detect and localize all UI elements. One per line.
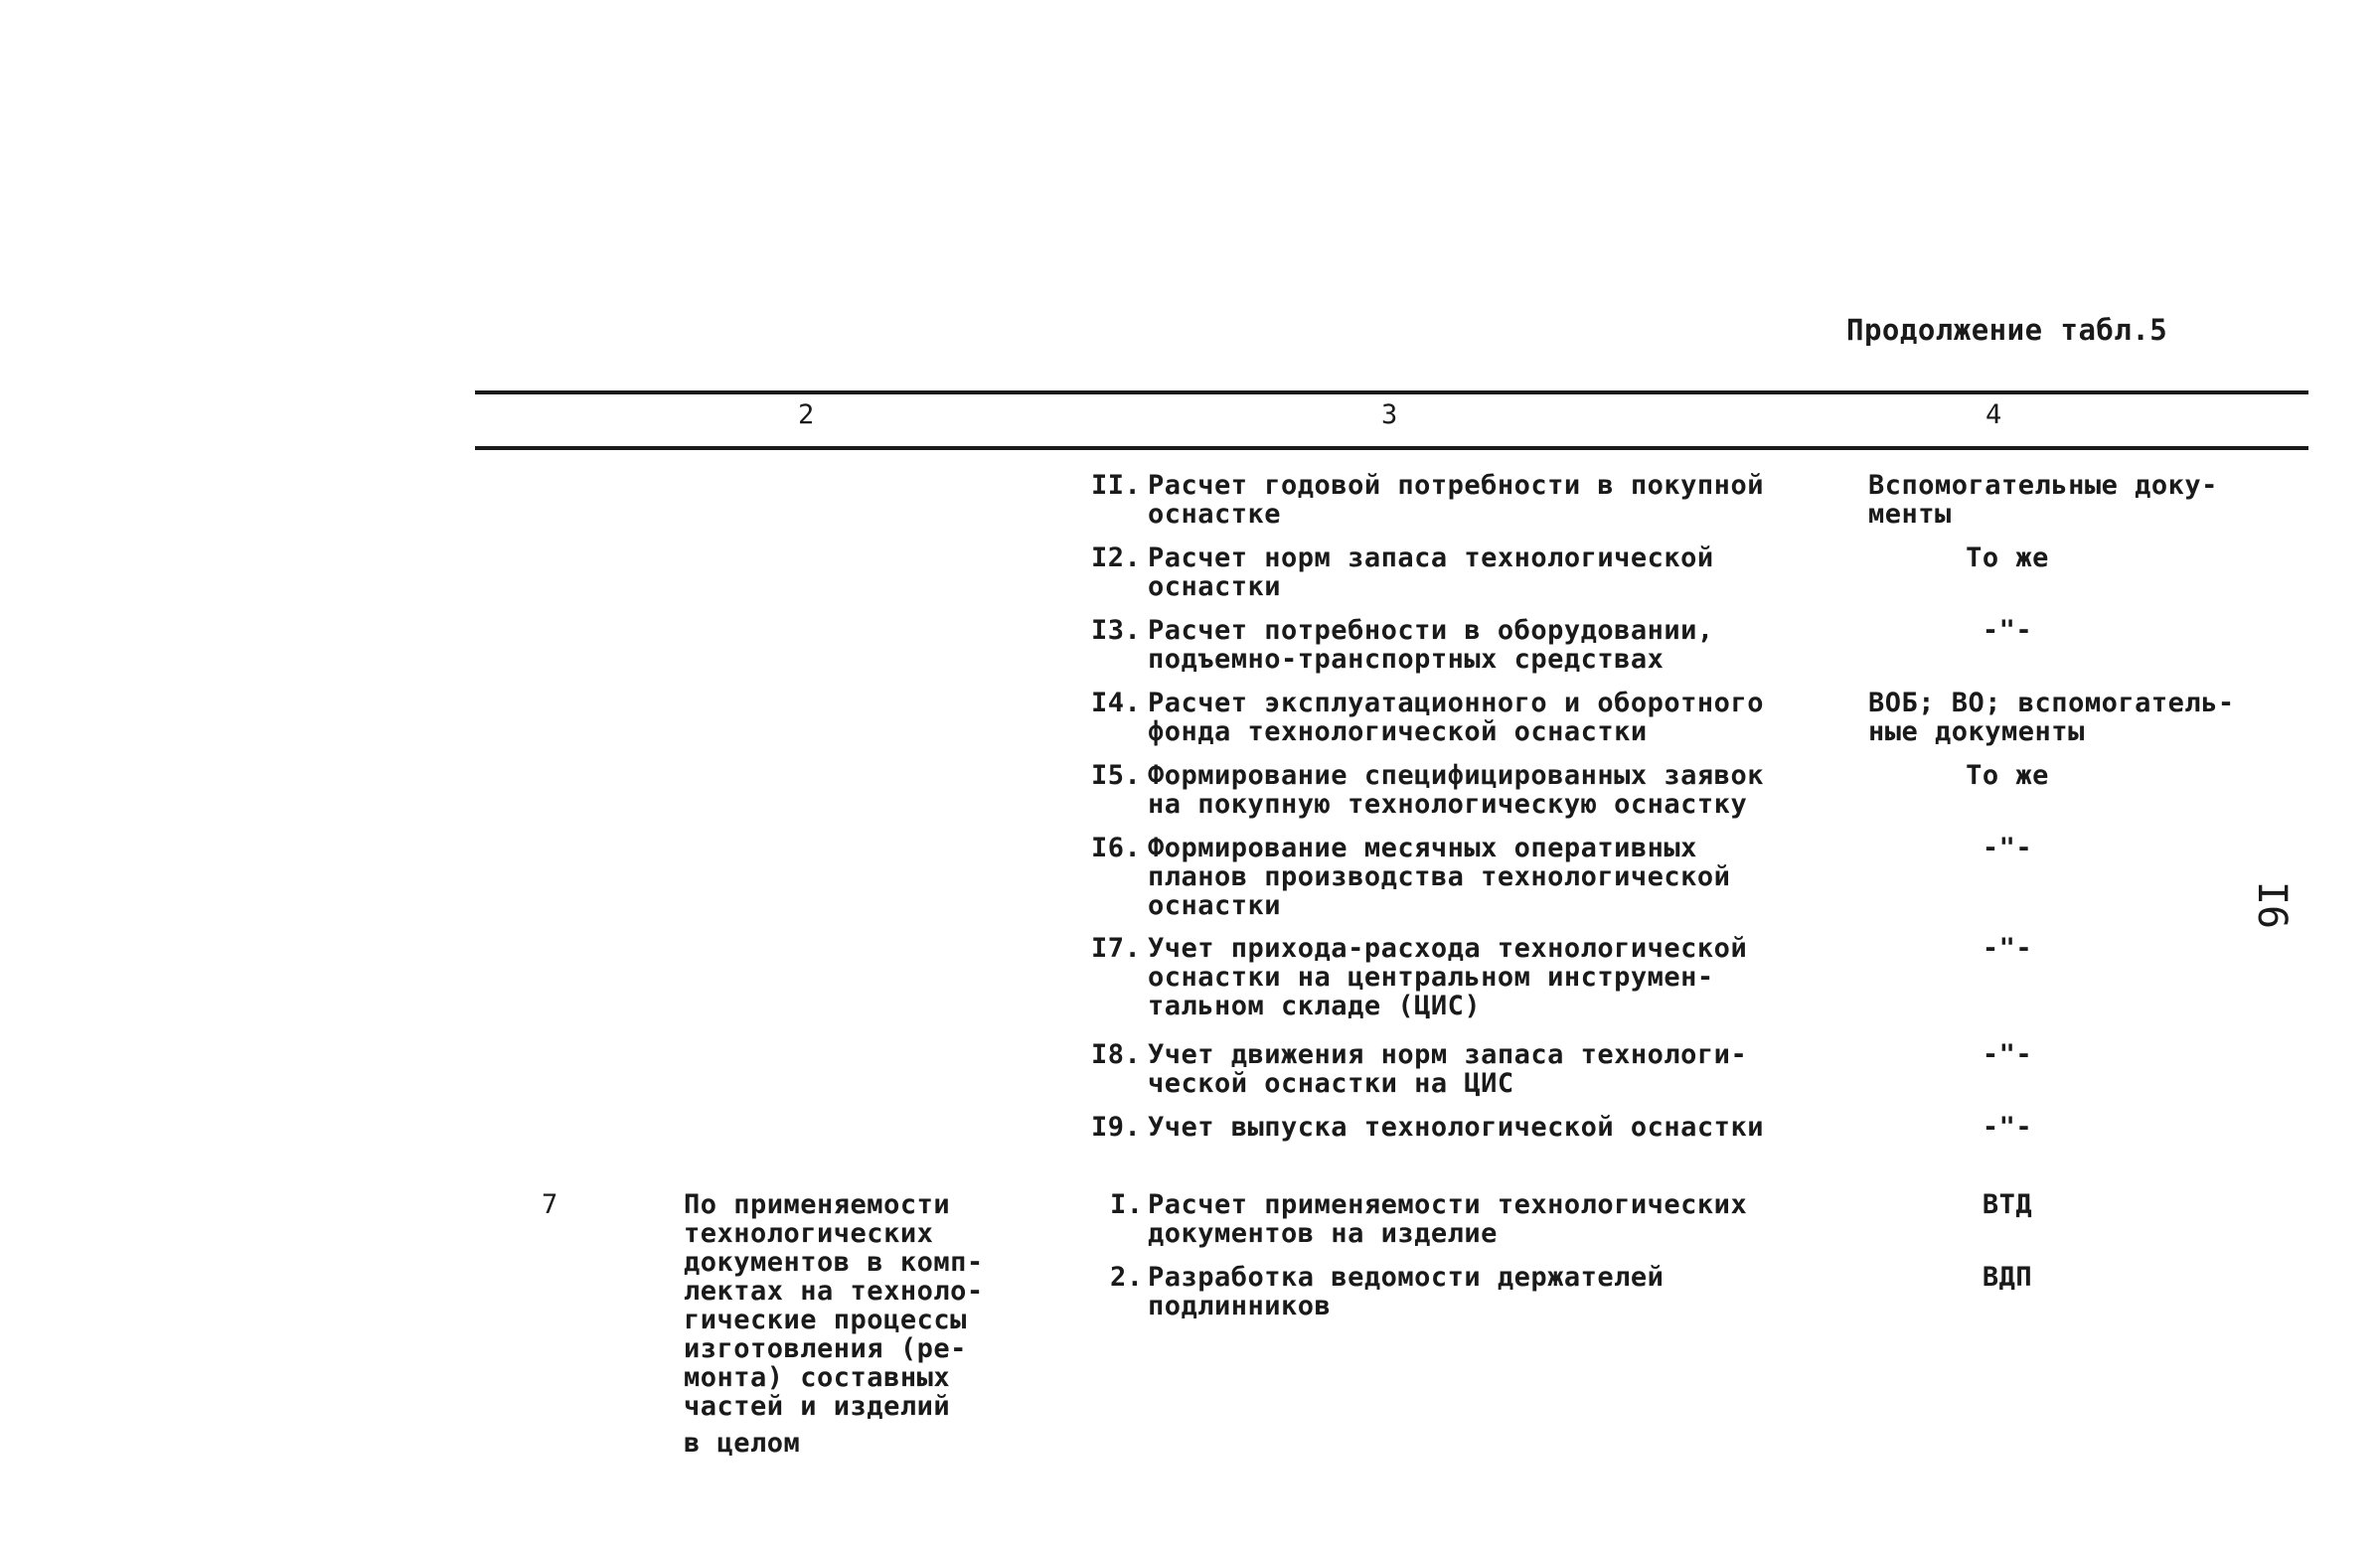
row-text-line: фонда технологической оснастки bbox=[1148, 716, 1648, 747]
row-doc-line: ВОБ; ВО; вспомогатель- bbox=[1868, 688, 2235, 718]
row-number: I2. bbox=[1091, 542, 1142, 573]
row-number: I. bbox=[1110, 1189, 1144, 1220]
group7-num: 7 bbox=[542, 1189, 558, 1220]
row-doc-line: ные документы bbox=[1868, 716, 2085, 747]
row-text-line: Формирование месячных оперативных bbox=[1148, 833, 1697, 863]
group7-title-line: монта) составных bbox=[684, 1362, 951, 1393]
row-doc-line: То же bbox=[1966, 542, 2049, 573]
row-doc-line: -"- bbox=[1982, 1112, 2033, 1143]
table-header-rule bbox=[475, 446, 2308, 450]
row-text-line: Разработка ведомости держателей bbox=[1148, 1262, 1665, 1293]
row-doc-line: -"- bbox=[1982, 615, 2033, 646]
row-text-line: Расчет потребности в оборудовании, bbox=[1148, 615, 1714, 646]
table-top-rule bbox=[475, 390, 2308, 394]
col-header-3: 3 bbox=[1381, 399, 1398, 430]
row-text-line: подлинников bbox=[1148, 1291, 1332, 1321]
row-number: I3. bbox=[1091, 615, 1142, 646]
continuation-label: Продолжение табл.5 bbox=[1846, 313, 2168, 347]
group7-title-line: изготовления (ре- bbox=[684, 1333, 967, 1364]
row-text-line: Расчет эксплуатационного и оборотного bbox=[1148, 688, 1764, 718]
row-number: I8. bbox=[1091, 1039, 1142, 1070]
row-number: I9. bbox=[1091, 1112, 1142, 1143]
row-text-line: Расчет годовой потребности в покупной bbox=[1148, 470, 1764, 501]
group7-title-line: в целом bbox=[684, 1428, 801, 1459]
row-number: 2. bbox=[1110, 1262, 1144, 1293]
row-text-line: Формирование специфицированных заявок bbox=[1148, 760, 1764, 791]
row-doc-line: ВДП bbox=[1982, 1262, 2033, 1293]
group7-title-line: лектах на техноло- bbox=[684, 1276, 984, 1307]
row-number: II. bbox=[1091, 470, 1142, 501]
col-header-2: 2 bbox=[798, 399, 815, 430]
row-text-line: оснастки bbox=[1148, 890, 1282, 921]
row-doc-line: -"- bbox=[1982, 833, 2033, 863]
row-text-line: подъемно-транспортных средствах bbox=[1148, 644, 1665, 675]
group7-title-line: частей и изделий bbox=[684, 1391, 951, 1422]
row-number: I4. bbox=[1091, 688, 1142, 718]
row-number: I6. bbox=[1091, 833, 1142, 863]
row-text-line: документов на изделие bbox=[1148, 1218, 1498, 1249]
row-number: I7. bbox=[1091, 933, 1142, 964]
row-doc-line: ВТД bbox=[1982, 1189, 2033, 1220]
row-text-line: оснастки на центральном инструмен- bbox=[1148, 962, 1714, 993]
row-text-line: оснастке bbox=[1148, 499, 1282, 530]
row-text-line: планов производства технологической bbox=[1148, 861, 1731, 892]
row-text-line: на покупную технологическую оснастку bbox=[1148, 789, 1748, 820]
row-text-line: Расчет применяемости технологических bbox=[1148, 1189, 1748, 1220]
row-text-line: тальном складе (ЦИС) bbox=[1148, 991, 1482, 1021]
group7-title-line: По применяемости bbox=[684, 1189, 951, 1220]
group7-title-line: технологических bbox=[684, 1218, 934, 1249]
row-doc-line: То же bbox=[1966, 760, 2049, 791]
row-text-line: Учет выпуска технологической оснастки bbox=[1148, 1112, 1764, 1143]
col-header-4: 4 bbox=[1985, 399, 2002, 430]
row-doc-line: -"- bbox=[1982, 1039, 2033, 1070]
row-doc-line: менты bbox=[1868, 499, 1952, 530]
row-doc-line: -"- bbox=[1982, 933, 2033, 964]
row-text-line: ческой оснастки на ЦИС bbox=[1148, 1068, 1514, 1099]
row-doc-line: Вспомогательные доку- bbox=[1868, 470, 2218, 501]
group7-title-line: гические процессы bbox=[684, 1305, 967, 1335]
row-number: I5. bbox=[1091, 760, 1142, 791]
row-text-line: оснастки bbox=[1148, 571, 1282, 602]
row-text-line: Расчет норм запаса технологической bbox=[1148, 542, 1714, 573]
row-text-line: Учет движения норм запаса технологи- bbox=[1148, 1039, 1748, 1070]
group7-title-line: документов в комп- bbox=[684, 1247, 984, 1278]
page-number: I6 bbox=[2249, 880, 2296, 930]
row-text-line: Учет прихода-расхода технологической bbox=[1148, 933, 1748, 964]
